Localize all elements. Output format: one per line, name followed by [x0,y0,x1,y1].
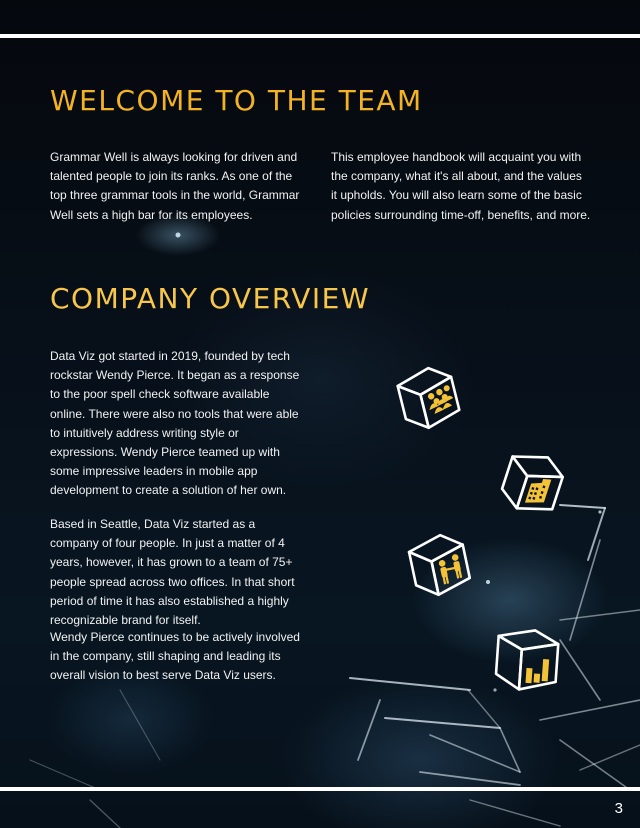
page-number: 3 [614,800,623,817]
welcome-heading: WELCOME TO THE TEAM [50,84,423,117]
office-building-icon [492,440,574,522]
top-divider [0,34,640,38]
welcome-right-paragraph: This employee handbook will acquaint you with the company, what it's all about, and the values it upholds. You will also learn some of the basic policies surrounding time-off, benefits, and more. [331,150,591,222]
handshake-people-icon [398,522,480,604]
overview-paragraph-1: Data Viz got started in 2019, founded by tech rockstar Wendy Pierce. It began as a response to the poor spell check software available online. There were also no tools that were able to intuitively address writing style or expressions. Wendy Pierce teamed up with some impressive leaders in mobile app development to create a solution of her own. [50,349,300,498]
company-overview-heading: COMPANY OVERVIEW [50,282,371,315]
overview-paragraph-3: Wendy Pierce continues to be actively involved in the company, still shaping and leading its overall vision to best serve Data Viz users. [50,630,300,683]
welcome-left-paragraph: Grammar Well is always looking for driven and talented people to join its ranks. As one of the top three grammar tools in the world, Grammar Well sets a high bar for its employees. [50,150,300,222]
overview-paragraph-2: Based in Seattle, Data Viz started as a company of four people. In just a matter of 4 years, however, it has grown to a team of 75+ people spread across two offices. In that short period of time it has also established a highly recognizable brand for itself. [50,517,295,628]
bar-chart-icon [487,620,569,702]
bottom-divider [0,787,640,791]
people-group-icon [387,355,469,437]
